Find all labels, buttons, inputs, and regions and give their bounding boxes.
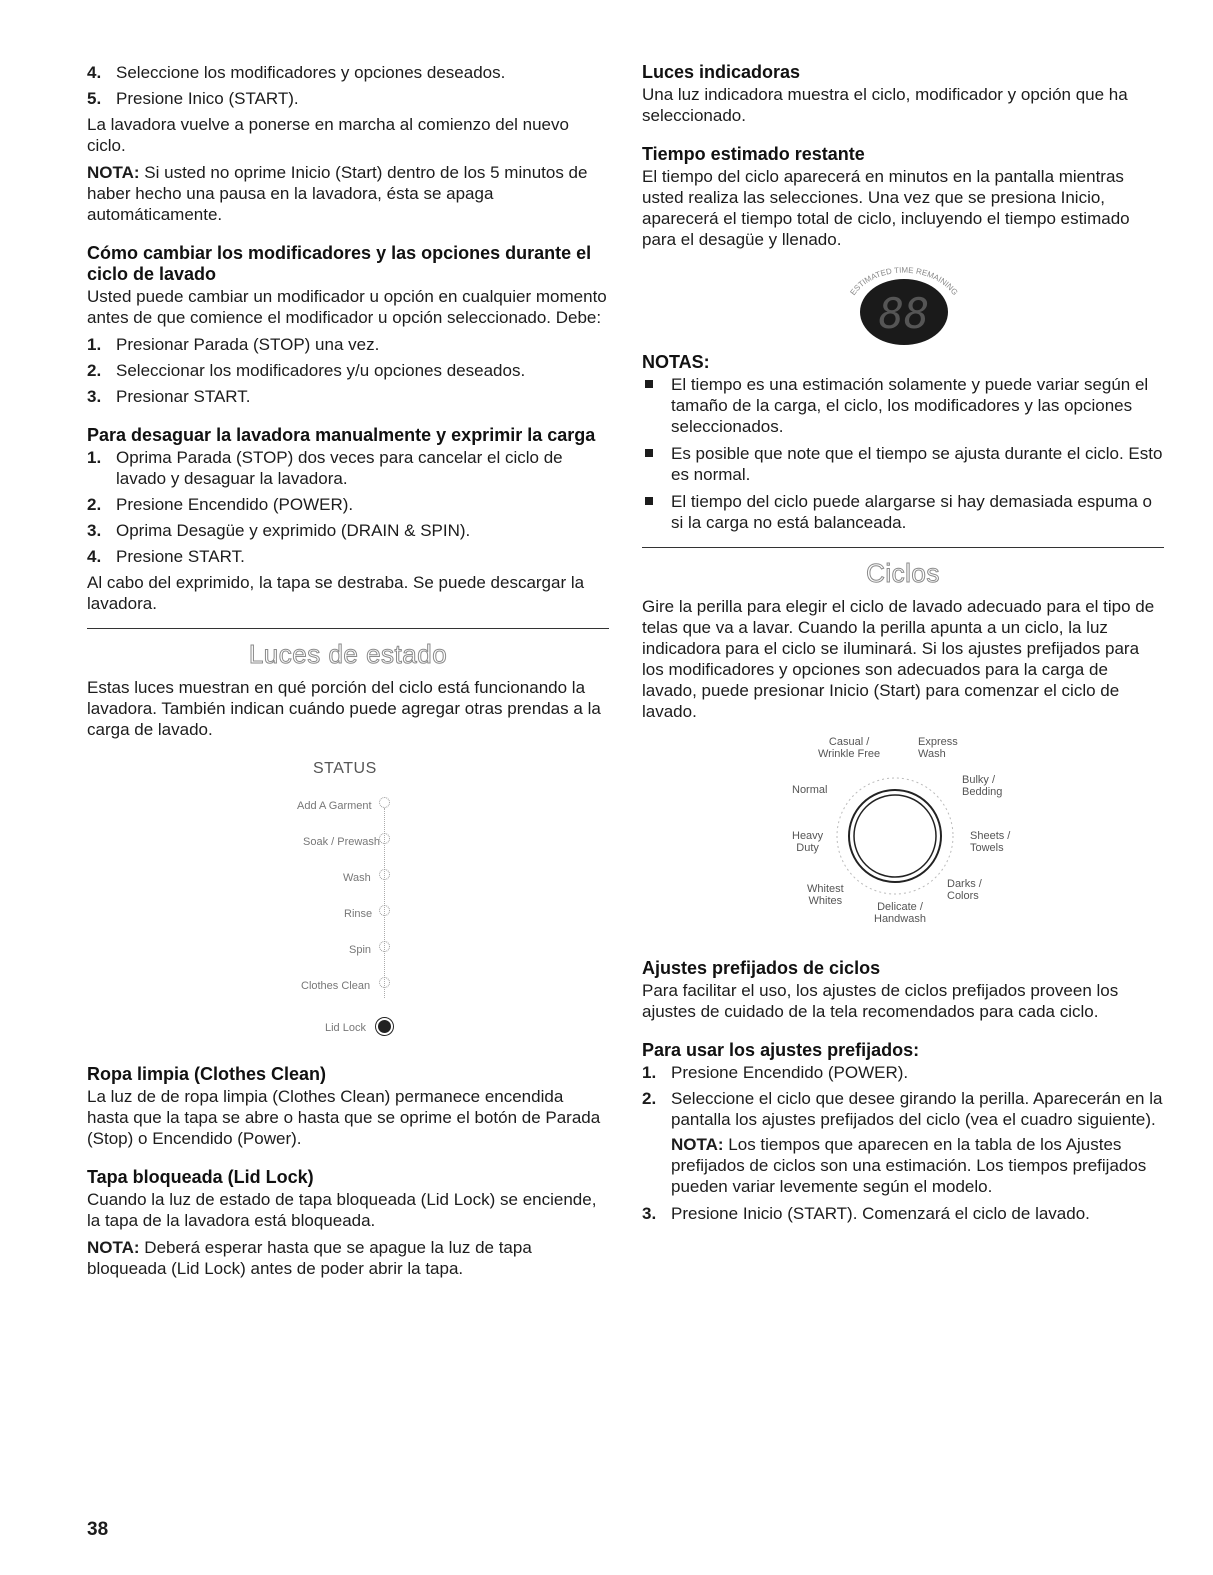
notes-list — [642, 374, 1164, 533]
list-item: 3. Presione Inicio (START). Comenzará el ciclo de lavado. — [642, 1204, 1090, 1223]
cycle-dial-figure — [642, 728, 1164, 958]
status-light-icon — [379, 941, 390, 952]
cycles-text: Gire la perilla para elegir el ciclo de lavado adecuado para el tipo de telas que va a lavar. Cuando la perilla apunta a un ciclo, la luz indicadora para el ciclo se iluminará. Si los ajustes prefijados para los modificadores y opciones son adecuados para la carga de lavado, puede presionar Inicio (Start) para comenzar el ciclo de lavado. — [642, 597, 1155, 721]
right-column — [642, 62, 1164, 1229]
dial-sheets-label: Sheets / Towels — [970, 830, 1011, 854]
list-item: 1. Presione Encendido (POWER). — [642, 1063, 909, 1082]
dial-delicate-label: Delicate / Handwash — [874, 901, 926, 925]
list-item: Es posible que note que el tiempo se ajusta durante el ciclo. Esto es normal. — [642, 443, 1164, 485]
bullet-icon — [645, 449, 653, 457]
status-panel-title: STATUS — [313, 760, 377, 777]
indicator-heading: Luces indicadoras — [642, 62, 801, 82]
dial-darks-label: Darks / Colors — [947, 878, 982, 902]
status-text: Estas luces muestran en qué porción del ciclo está funcionando la lavadora. También indican cuándo puede agregar otras prendas a la carga de lavado. — [87, 678, 601, 739]
display-digits: 88 — [878, 289, 930, 338]
lock-text: Cuando la luz de estado de tapa bloqueada (Lid Lock) se enciende, la tapa de la lavadora está bloqueada. — [87, 1190, 597, 1230]
status-spin-label: Spin — [349, 944, 372, 956]
dial-heavy-label: Heavy Duty — [792, 830, 824, 854]
use-presets-note: NOTA: Los tiempos que aparecen en la tabla de los Ajustes prefijados de ciclos son una estimación. Los tiempos prefijados pueden variar levemente según el modelo. — [671, 1135, 1147, 1196]
resume-steps — [87, 62, 609, 109]
status-light-icon — [379, 905, 390, 916]
list-item: 5. Presione Inico (START). — [87, 89, 299, 108]
status-wash-label: Wash — [343, 872, 371, 884]
clean-heading: Ropa limpia (Clothes Clean) — [87, 1064, 327, 1084]
section-title-cycles: Ciclos — [866, 558, 940, 588]
change-heading: Cómo cambiar los modificadores y las opciones durante el ciclo de lavado — [87, 243, 592, 284]
bullet-icon — [645, 380, 653, 388]
list-item: El tiempo del ciclo puede alargarse si hay demasiada espuma o si la carga no está balanceada. — [642, 491, 1164, 533]
time-display-figure — [642, 256, 1164, 348]
change-steps — [87, 334, 609, 407]
time-text: El tiempo del ciclo aparecerá en minutos en la pantalla mientras usted realiza las selecciones. Una vez que se presiona Inicio, aparecerá el tiempo total de ciclo, incluyendo el tiempo estimado para el desagüe y llenado. — [642, 167, 1130, 249]
status-light-icon — [379, 833, 390, 844]
list-item: 1. Presionar Parada (STOP) una vez. — [87, 335, 380, 354]
time-display-svg — [642, 256, 1164, 348]
lock-note: NOTA: Deberá esperar hasta que se apague la luz de tapa bloqueada (Lid Lock) antes de poder abrir la tapa. — [87, 1238, 532, 1278]
dial-casual-label: Casual / Wrinkle Free — [818, 736, 881, 760]
list-item: 3. Presionar START. — [87, 387, 251, 406]
lid-lock-icon — [376, 1018, 393, 1035]
drain-heading: Para desaguar la lavadora manualmente y exprimir la carga — [87, 425, 596, 445]
presets-heading: Ajustes prefijados de ciclos — [642, 958, 881, 978]
section-title-status-lights: Luces de estado — [248, 639, 448, 669]
resume-text: La lavadora vuelve a ponerse en marcha al comienzo del nuevo ciclo. — [87, 115, 569, 155]
status-clothes-clean-label: Clothes Clean — [301, 980, 371, 992]
list-item: 1. Oprima Parada (STOP) dos veces para cancelar el ciclo de lavado y desaguar la lavadora. — [87, 448, 563, 488]
change-text: Usted puede cambiar un modificador u opción en cualquier momento antes de que comience el modificador u opción seleccionado. Debe: — [87, 287, 607, 327]
list-item: El tiempo es una estimación solamente y puede variar según el tamaño de la carga, el ciclo, los modificadores y las opciones seleccionados. — [642, 374, 1164, 437]
dial-normal-label: Normal — [792, 784, 828, 796]
left-column — [87, 62, 609, 1285]
list-item: 2. Seleccione el ciclo que desee girando la perilla. Aparecerán en la pantalla los ajustes prefijados del ciclo (vea el cuadro siguiente). NOTA: Los tiempos que aparecen en la tabla de los Ajustes prefijados de ciclos son una estimación. Los tiempos prefijados pueden variar levemente según el modelo. — [642, 1089, 1163, 1196]
clean-text: La luz de de ropa limpia (Clothes Clean) permanece encendida hasta que la tapa se abre o hasta que se oprime el botón de Parada (Stop) o Encendido (Power). — [87, 1087, 601, 1148]
drain-steps — [87, 447, 609, 567]
display-arc-label: ESTIMATED TIME REMAINING — [848, 265, 960, 297]
use-presets-heading: Para usar los ajustes prefijados: — [642, 1040, 920, 1060]
presets-text: Para facilitar el uso, los ajustes de ciclos prefijados proveen los ajustes de cuidado de la tela recomendados para cada ciclo. — [642, 981, 1119, 1021]
page-number: 38 — [87, 1519, 109, 1540]
drain-text: Al cabo del exprimido, la tapa se destraba. Se puede descargar la lavadora. — [87, 573, 585, 613]
indicator-text: Una luz indicadora muestra el ciclo, modificador y opción que ha seleccionado. — [642, 85, 1128, 125]
bullet-icon — [645, 497, 653, 505]
list-item: 2. Presione Encendido (POWER). — [87, 495, 354, 514]
time-heading: Tiempo estimado restante — [642, 144, 865, 164]
resume-note: NOTA: Si usted no oprime Inicio (Start) dentro de los 5 minutos de haber hecho una pausa en la lavadora, ésta se apaga automáticamente. — [87, 163, 588, 224]
status-light-icon — [379, 869, 390, 880]
notes-heading: NOTAS: — [642, 352, 710, 372]
status-panel-figure — [87, 746, 609, 1046]
section-divider — [642, 547, 1164, 548]
list-item: 2. Seleccionar los modificadores y/u opciones deseados. — [87, 361, 526, 380]
status-light-icon — [379, 977, 390, 988]
dial-bulky-label: Bulky / Bedding — [962, 774, 1003, 798]
status-soak-label: Soak / Prewash — [303, 836, 381, 848]
section-divider — [87, 628, 609, 629]
status-lid-lock-label: Lid Lock — [325, 1022, 366, 1034]
use-presets-steps — [642, 1062, 1164, 1224]
list-item: 4. Seleccione los modificadores y opciones deseados. — [87, 63, 506, 82]
list-item: 3. Oprima Desagüe y exprimido (DRAIN & SPIN). — [87, 521, 471, 540]
status-rinse-label: Rinse — [344, 908, 373, 920]
dial-express-label: Express Wash — [918, 736, 958, 760]
status-light-icon — [379, 797, 390, 808]
list-item: 4. Presione START. — [87, 547, 245, 566]
dial-whitest-label: Whitest Whites — [807, 883, 844, 907]
status-add-garment-label: Add A Garment — [297, 800, 372, 812]
lock-heading: Tapa bloqueada (Lid Lock) — [87, 1167, 314, 1187]
